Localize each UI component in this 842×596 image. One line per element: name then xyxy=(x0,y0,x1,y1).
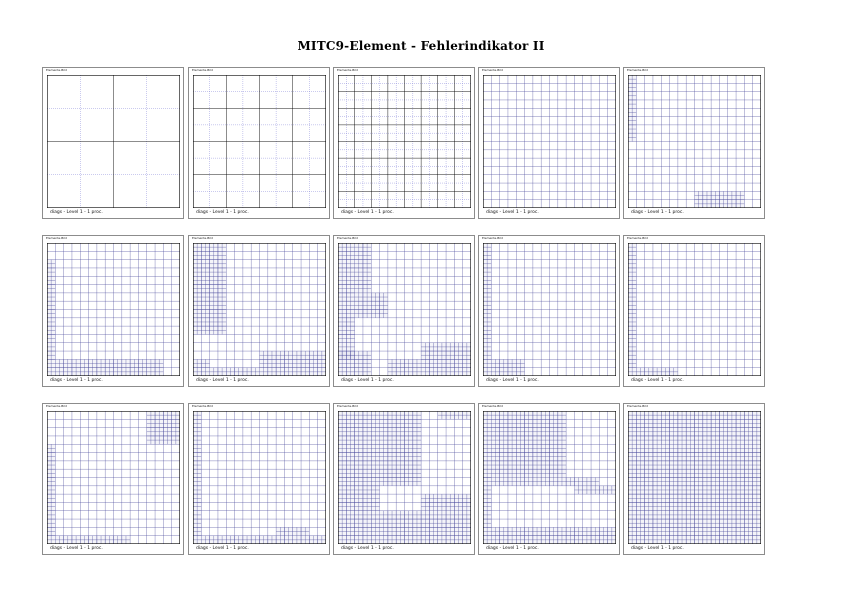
mesh-plot xyxy=(338,411,471,544)
panel-caption: diags - Level 1 - 1 proc. xyxy=(50,378,103,383)
panel-tag: Elemente-Bild xyxy=(482,236,503,240)
panel-caption: diags - Level 1 - 1 proc. xyxy=(486,210,539,215)
panel-tag: Elemente-Bild xyxy=(627,68,648,72)
panel-tag: Elemente-Bild xyxy=(46,68,67,72)
page-title: MITC9-Element - Fehlerindikator II xyxy=(297,39,545,53)
mesh-panel xyxy=(188,235,330,387)
panel-caption: diags - Level 1 - 1 proc. xyxy=(631,546,684,551)
mesh-panel xyxy=(478,403,620,555)
mesh-panel xyxy=(188,403,330,555)
panel-tag: Elemente-Bild xyxy=(482,68,503,72)
mesh-plot xyxy=(47,243,180,376)
panel-tag: Elemente-Bild xyxy=(337,236,358,240)
mesh-plot xyxy=(338,75,471,208)
mesh-plot xyxy=(628,75,761,208)
mesh-plot xyxy=(193,411,326,544)
panel-tag: Elemente-Bild xyxy=(627,404,648,408)
panel-caption: diags - Level 1 - 1 proc. xyxy=(196,546,249,551)
mesh-panel xyxy=(333,235,475,387)
mesh-plot xyxy=(47,75,180,208)
panel-caption: diags - Level 1 - 1 proc. xyxy=(486,378,539,383)
panel-caption: diags - Level 1 - 1 proc. xyxy=(341,546,394,551)
mesh-panel xyxy=(623,403,765,555)
mesh-panel xyxy=(478,235,620,387)
mesh-panel xyxy=(623,67,765,219)
panel-caption: diags - Level 1 - 1 proc. xyxy=(341,210,394,215)
mesh-panel xyxy=(42,403,184,555)
mesh-panel xyxy=(42,235,184,387)
mesh-panel xyxy=(623,235,765,387)
mesh-panel xyxy=(333,67,475,219)
mesh-plot xyxy=(628,243,761,376)
panel-tag: Elemente-Bild xyxy=(627,236,648,240)
panel-tag: Elemente-Bild xyxy=(192,404,213,408)
panel-tag: Elemente-Bild xyxy=(46,236,67,240)
mesh-plot xyxy=(47,411,180,544)
panel-caption: diags - Level 1 - 1 proc. xyxy=(196,378,249,383)
mesh-plot xyxy=(483,75,616,208)
mesh-plot xyxy=(628,411,761,544)
panel-caption: diags - Level 1 - 1 proc. xyxy=(631,378,684,383)
panel-tag: Elemente-Bild xyxy=(192,236,213,240)
panel-caption: diags - Level 1 - 1 proc. xyxy=(50,210,103,215)
mesh-panel xyxy=(478,67,620,219)
mesh-plot xyxy=(483,243,616,376)
mesh-plot xyxy=(483,411,616,544)
mesh-plot xyxy=(193,243,326,376)
panel-tag: Elemente-Bild xyxy=(337,404,358,408)
mesh-panel xyxy=(333,403,475,555)
panel-tag: Elemente-Bild xyxy=(337,68,358,72)
mesh-plot xyxy=(193,75,326,208)
mesh-plot xyxy=(338,243,471,376)
panel-caption: diags - Level 1 - 1 proc. xyxy=(631,210,684,215)
panel-caption: diags - Level 1 - 1 proc. xyxy=(196,210,249,215)
panel-tag: Elemente-Bild xyxy=(46,404,67,408)
panel-tag: Elemente-Bild xyxy=(482,404,503,408)
mesh-panel xyxy=(188,67,330,219)
mesh-panel xyxy=(42,67,184,219)
panel-caption: diags - Level 1 - 1 proc. xyxy=(486,546,539,551)
panel-caption: diags - Level 1 - 1 proc. xyxy=(341,378,394,383)
panel-tag: Elemente-Bild xyxy=(192,68,213,72)
panel-caption: diags - Level 1 - 1 proc. xyxy=(50,546,103,551)
